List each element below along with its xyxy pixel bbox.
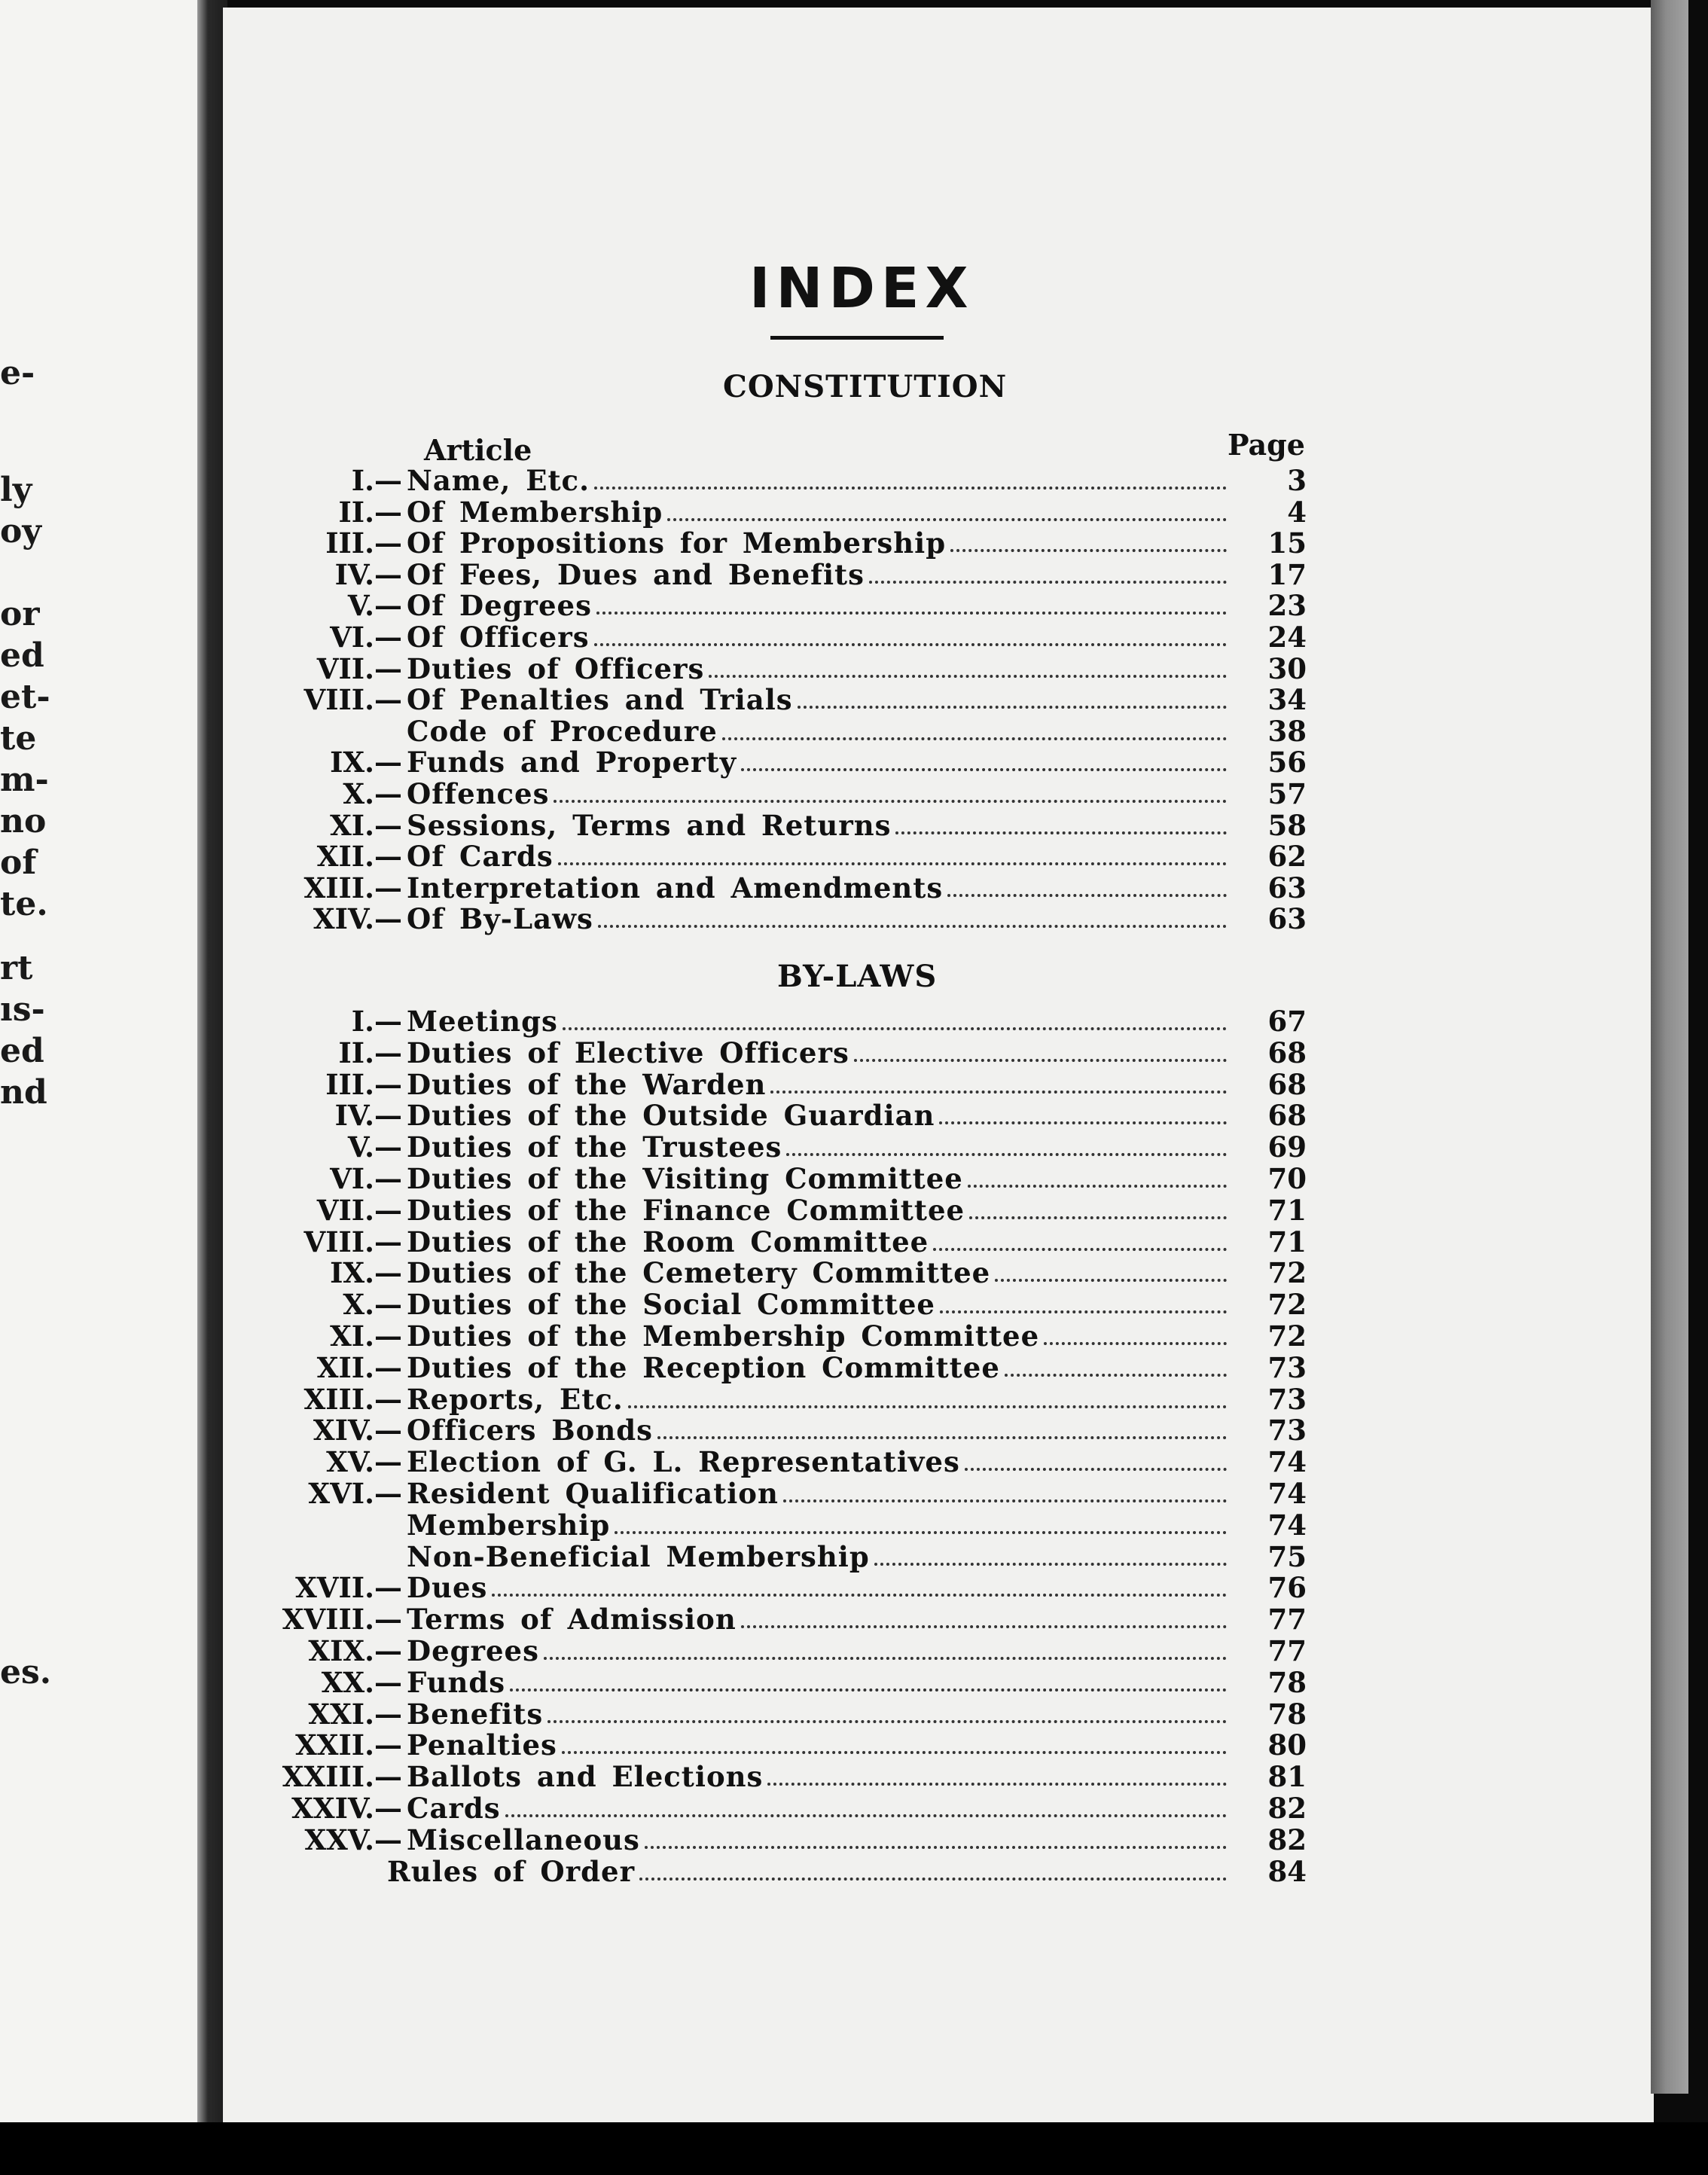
dot-leader bbox=[874, 1563, 1227, 1566]
dot-leader bbox=[741, 768, 1227, 771]
dot-leader bbox=[895, 831, 1227, 834]
entry-title: Duties of the Visiting Committee bbox=[407, 1162, 963, 1195]
entry-title: Code of Procedure bbox=[407, 714, 718, 748]
page-number: 57 bbox=[1267, 777, 1307, 810]
index-entry bbox=[407, 1540, 1310, 1572]
article-number: XIII.— bbox=[303, 1382, 402, 1416]
page-number: 82 bbox=[1267, 1792, 1307, 1825]
entry-title: Meetings bbox=[407, 1005, 558, 1038]
article-number: III.— bbox=[325, 526, 402, 560]
dot-leader bbox=[854, 1059, 1227, 1062]
dot-leader bbox=[767, 1783, 1227, 1786]
index-entry bbox=[303, 683, 1310, 717]
previous-page-fragment: te bbox=[0, 719, 37, 758]
page-number: 73 bbox=[1267, 1382, 1307, 1416]
dot-leader bbox=[869, 581, 1227, 584]
index-entry bbox=[338, 1036, 1310, 1069]
entry-title: Funds and Property bbox=[407, 746, 737, 779]
page-number: 80 bbox=[1267, 1728, 1307, 1762]
article-number: IV.— bbox=[334, 557, 402, 591]
entry-title: Dues bbox=[407, 1571, 488, 1605]
index-entry bbox=[334, 557, 1310, 591]
previous-page-fragment: nd bbox=[0, 1073, 47, 1112]
dot-leader bbox=[594, 643, 1227, 646]
previous-page-fragment: ly bbox=[0, 471, 32, 509]
dot-leader bbox=[639, 1878, 1227, 1881]
article-number: VIII.— bbox=[303, 683, 402, 717]
index-entry bbox=[330, 621, 1310, 654]
index-entry bbox=[407, 715, 1310, 746]
entry-title: Duties of the Social Committee bbox=[407, 1288, 935, 1322]
entry-title: Duties of Officers bbox=[407, 651, 705, 685]
dot-leader bbox=[741, 1625, 1227, 1628]
index-entry bbox=[316, 840, 1310, 874]
page-number: 30 bbox=[1267, 651, 1307, 685]
previous-page-fragment: te. bbox=[0, 885, 48, 923]
index-entry bbox=[321, 1665, 1310, 1699]
page-number: 72 bbox=[1267, 1319, 1307, 1353]
dot-leader bbox=[562, 1751, 1227, 1754]
article-number: X.— bbox=[343, 1288, 402, 1322]
entry-title: Election of G. L. Representatives bbox=[407, 1445, 960, 1479]
entry-title: Of Propositions for Membership bbox=[407, 526, 947, 560]
index-entry bbox=[343, 1288, 1310, 1322]
article-number: XII.— bbox=[316, 1350, 402, 1384]
dot-leader bbox=[1005, 1374, 1227, 1377]
index-entry bbox=[313, 902, 1310, 936]
index-entry bbox=[330, 1319, 1310, 1353]
entry-title: Non-Beneficial Membership bbox=[407, 1539, 870, 1573]
entry-title: Resident Qualification bbox=[407, 1477, 779, 1510]
page-number: 68 bbox=[1267, 1099, 1307, 1133]
index-entry bbox=[291, 1792, 1310, 1825]
page-number: 76 bbox=[1267, 1571, 1307, 1605]
index-entry bbox=[351, 464, 1310, 497]
index-entry bbox=[303, 871, 1310, 904]
previous-page-fragment: ıs- bbox=[0, 990, 45, 1029]
page-number: 77 bbox=[1267, 1634, 1307, 1667]
dot-leader bbox=[995, 1279, 1227, 1282]
article-number: I.— bbox=[351, 1005, 402, 1038]
entry-title: Duties of the Finance Committee bbox=[407, 1193, 965, 1227]
index-entry bbox=[316, 1193, 1310, 1227]
page-number: 77 bbox=[1267, 1603, 1307, 1637]
index-entry bbox=[303, 1225, 1310, 1258]
index-entry bbox=[351, 1005, 1310, 1038]
dot-leader bbox=[770, 1091, 1227, 1094]
article-number: I.— bbox=[351, 464, 402, 497]
index-entry bbox=[347, 589, 1310, 623]
entry-title: Interpretation and Amendments bbox=[407, 871, 944, 904]
index-entry bbox=[282, 1603, 1310, 1637]
page-number: 71 bbox=[1267, 1225, 1307, 1258]
previous-page-fragment: es. bbox=[0, 1653, 52, 1691]
column-heading-article: Article bbox=[424, 433, 532, 467]
previous-page-fragment: no bbox=[0, 802, 47, 840]
previous-page-fragment: rt bbox=[0, 949, 33, 987]
page-number: 72 bbox=[1267, 1288, 1307, 1322]
article-number: XIII.— bbox=[303, 871, 402, 904]
index-entry bbox=[308, 1697, 1310, 1731]
page-number: 15 bbox=[1267, 526, 1307, 560]
dot-leader bbox=[798, 706, 1227, 709]
index-entry bbox=[343, 777, 1310, 810]
page-number: 23 bbox=[1267, 589, 1307, 623]
page-number: 68 bbox=[1267, 1067, 1307, 1101]
page-number: 74 bbox=[1267, 1508, 1307, 1542]
article-number: VIII.— bbox=[303, 1225, 402, 1258]
entry-title: Ballots and Elections bbox=[407, 1760, 764, 1794]
article-number: XV.— bbox=[326, 1445, 402, 1479]
page-number: 69 bbox=[1267, 1130, 1307, 1164]
page-title: INDEX bbox=[749, 256, 974, 321]
dot-leader bbox=[722, 737, 1227, 740]
scan-border bbox=[0, 2122, 1708, 2175]
index-entry bbox=[330, 1256, 1310, 1290]
page-number: 3 bbox=[1287, 464, 1307, 497]
previous-page-fragment: m- bbox=[0, 761, 49, 799]
index-entry bbox=[325, 1067, 1310, 1101]
entry-title: Duties of the Trustees bbox=[407, 1130, 782, 1164]
dot-leader bbox=[667, 518, 1227, 521]
index-entry bbox=[316, 1350, 1310, 1384]
index-entry bbox=[347, 1130, 1310, 1164]
entry-title: Of Degrees bbox=[407, 589, 592, 623]
dot-leader bbox=[709, 675, 1227, 678]
index-entry bbox=[313, 1414, 1310, 1447]
article-number: XVI.— bbox=[308, 1477, 402, 1510]
article-number: X.— bbox=[343, 777, 402, 810]
article-number: II.— bbox=[338, 495, 402, 529]
entry-title: Of Fees, Dues and Benefits bbox=[407, 557, 865, 591]
dot-leader bbox=[657, 1436, 1227, 1439]
dot-leader bbox=[950, 549, 1227, 552]
index-entry bbox=[338, 495, 1310, 529]
index-entry bbox=[295, 1571, 1310, 1605]
previous-page bbox=[0, 0, 205, 2139]
entry-title: Of Officers bbox=[407, 621, 590, 654]
article-number: XI.— bbox=[330, 1319, 402, 1353]
dot-leader bbox=[544, 1657, 1227, 1660]
entry-title: Degrees bbox=[407, 1634, 539, 1667]
dot-leader bbox=[594, 487, 1227, 490]
page-number: 68 bbox=[1267, 1036, 1307, 1069]
previous-page-fragment: or bbox=[0, 595, 40, 633]
entry-title: Duties of the Warden bbox=[407, 1067, 767, 1101]
dot-leader bbox=[968, 1185, 1227, 1188]
entry-title: Of Cards bbox=[407, 840, 554, 874]
article-number: XXIV.— bbox=[291, 1792, 402, 1825]
page-number: 82 bbox=[1267, 1823, 1307, 1856]
entry-title: Duties of the Membership Committee bbox=[407, 1319, 1040, 1353]
article-number: VII.— bbox=[316, 651, 402, 685]
page-number: 38 bbox=[1267, 714, 1307, 748]
index-entry bbox=[387, 1854, 1310, 1888]
article-number: V.— bbox=[347, 1130, 402, 1164]
entry-title: Cards bbox=[407, 1792, 501, 1825]
article-number: V.— bbox=[347, 589, 402, 623]
page-number: 70 bbox=[1267, 1162, 1307, 1195]
article-number: VI.— bbox=[330, 621, 402, 654]
dot-leader bbox=[1044, 1342, 1227, 1345]
index-entry bbox=[325, 526, 1310, 560]
article-number: XVIII.— bbox=[282, 1603, 402, 1637]
entry-title: Duties of Elective Officers bbox=[407, 1036, 849, 1069]
entry-title: Duties of the Room Committee bbox=[407, 1225, 929, 1258]
page-number: 78 bbox=[1267, 1697, 1307, 1731]
page-number: 75 bbox=[1267, 1539, 1307, 1573]
previous-page-fragment: ed bbox=[0, 636, 44, 675]
entry-title: Miscellaneous bbox=[407, 1823, 640, 1856]
article-number: IX.— bbox=[330, 1256, 402, 1290]
entry-title: Duties of the Reception Committee bbox=[407, 1350, 1000, 1384]
entry-title: Penalties bbox=[407, 1728, 557, 1762]
dot-leader bbox=[598, 925, 1227, 928]
index-entry bbox=[308, 1634, 1310, 1667]
page-number: 74 bbox=[1267, 1477, 1307, 1510]
article-number: III.— bbox=[325, 1067, 402, 1101]
article-number: VI.— bbox=[330, 1162, 402, 1195]
page-number: 78 bbox=[1267, 1665, 1307, 1699]
index-entry bbox=[282, 1760, 1310, 1794]
index-entry bbox=[330, 1162, 1310, 1195]
page-number: 34 bbox=[1267, 683, 1307, 717]
index-entry bbox=[334, 1099, 1310, 1133]
bylaws-heading: BY-LAWS bbox=[777, 959, 938, 994]
dot-leader bbox=[563, 1027, 1227, 1030]
dot-leader bbox=[510, 1688, 1227, 1691]
page-number: 81 bbox=[1267, 1760, 1307, 1794]
dot-leader bbox=[554, 800, 1227, 803]
dot-leader bbox=[965, 1468, 1227, 1471]
previous-page-fragment: of bbox=[0, 843, 37, 882]
dot-leader bbox=[940, 1310, 1227, 1313]
previous-page-fragment: oy bbox=[0, 512, 41, 551]
page-number: 62 bbox=[1267, 840, 1307, 874]
index-entry bbox=[330, 746, 1310, 779]
constitution-heading: CONSTITUTION bbox=[723, 369, 1008, 404]
index-entry bbox=[407, 1508, 1310, 1540]
article-number: XIV.— bbox=[313, 1414, 402, 1447]
index-entry bbox=[316, 651, 1310, 685]
dot-leader bbox=[645, 1846, 1227, 1849]
article-number: XVII.— bbox=[295, 1571, 402, 1605]
article-number: XXIII.— bbox=[282, 1760, 402, 1794]
article-number: II.— bbox=[338, 1036, 402, 1069]
page-number: 63 bbox=[1267, 871, 1307, 904]
page-number: 67 bbox=[1267, 1005, 1307, 1038]
entry-title: Funds bbox=[407, 1665, 506, 1699]
page-edge bbox=[1651, 0, 1688, 2094]
index-entry bbox=[304, 1823, 1310, 1856]
page-number: 63 bbox=[1267, 902, 1307, 936]
dot-leader bbox=[547, 1720, 1227, 1723]
article-number: XIX.— bbox=[308, 1634, 402, 1667]
page-number: 56 bbox=[1267, 746, 1307, 779]
column-heading-page: Page bbox=[1228, 428, 1305, 462]
index-entry bbox=[303, 1382, 1310, 1416]
page-number: 73 bbox=[1267, 1350, 1307, 1384]
dot-leader bbox=[558, 862, 1227, 865]
previous-page-fragment: e- bbox=[0, 354, 35, 392]
entry-title: Benefits bbox=[407, 1697, 544, 1731]
entry-title: Duties of the Cemetery Committee bbox=[407, 1256, 991, 1290]
article-number: XIV.— bbox=[313, 902, 402, 936]
index-entry bbox=[326, 1445, 1310, 1479]
page-number: 73 bbox=[1267, 1414, 1307, 1447]
dot-leader bbox=[947, 894, 1227, 897]
entry-title: Reports, Etc. bbox=[407, 1382, 624, 1416]
page-number: 84 bbox=[1267, 1854, 1307, 1888]
dot-leader bbox=[969, 1216, 1227, 1219]
article-number: XII.— bbox=[316, 840, 402, 874]
dot-leader bbox=[615, 1531, 1227, 1534]
article-number: IX.— bbox=[330, 746, 402, 779]
dot-leader bbox=[783, 1499, 1227, 1502]
index-entry bbox=[295, 1728, 1310, 1762]
entry-title: Duties of the Outside Guardian bbox=[407, 1099, 935, 1133]
entry-title: Of By-Laws bbox=[407, 902, 593, 936]
article-number: VII.— bbox=[316, 1193, 402, 1227]
dot-leader bbox=[628, 1405, 1227, 1408]
dot-leader bbox=[933, 1248, 1227, 1251]
article-number: XXII.— bbox=[295, 1728, 402, 1762]
entry-title: Rules of Order bbox=[387, 1854, 636, 1888]
entry-title: Of Membership bbox=[407, 495, 663, 529]
article-number: XXV.— bbox=[304, 1823, 402, 1856]
index-entry bbox=[308, 1477, 1310, 1510]
dot-leader bbox=[939, 1121, 1227, 1124]
entry-title: Officers Bonds bbox=[407, 1414, 653, 1447]
entry-title: Terms of Admission bbox=[407, 1603, 737, 1637]
index-entry bbox=[330, 808, 1310, 842]
page-number: 58 bbox=[1267, 808, 1307, 842]
article-number: IV.— bbox=[334, 1099, 402, 1133]
title-rule bbox=[770, 336, 944, 340]
entry-title: Sessions, Terms and Returns bbox=[407, 808, 892, 842]
entry-title: Of Penalties and Trials bbox=[407, 683, 793, 717]
dot-leader bbox=[505, 1814, 1227, 1817]
page-number: 24 bbox=[1267, 621, 1307, 654]
dot-leader bbox=[786, 1153, 1227, 1156]
article-number: XXI.— bbox=[308, 1697, 402, 1731]
entry-title: Name, Etc. bbox=[407, 464, 590, 497]
article-number: XX.— bbox=[321, 1665, 402, 1699]
page-number: 71 bbox=[1267, 1193, 1307, 1227]
page-number: 4 bbox=[1287, 495, 1307, 529]
article-number: XI.— bbox=[330, 808, 402, 842]
dot-leader bbox=[492, 1594, 1227, 1597]
previous-page-fragment: ed bbox=[0, 1032, 44, 1070]
previous-page-fragment: et- bbox=[0, 678, 50, 716]
entry-title: Membership bbox=[407, 1508, 611, 1542]
page-number: 74 bbox=[1267, 1445, 1307, 1479]
page-number: 17 bbox=[1267, 557, 1307, 591]
page-number: 72 bbox=[1267, 1256, 1307, 1290]
dot-leader bbox=[596, 612, 1227, 615]
entry-title: Offences bbox=[407, 777, 550, 810]
